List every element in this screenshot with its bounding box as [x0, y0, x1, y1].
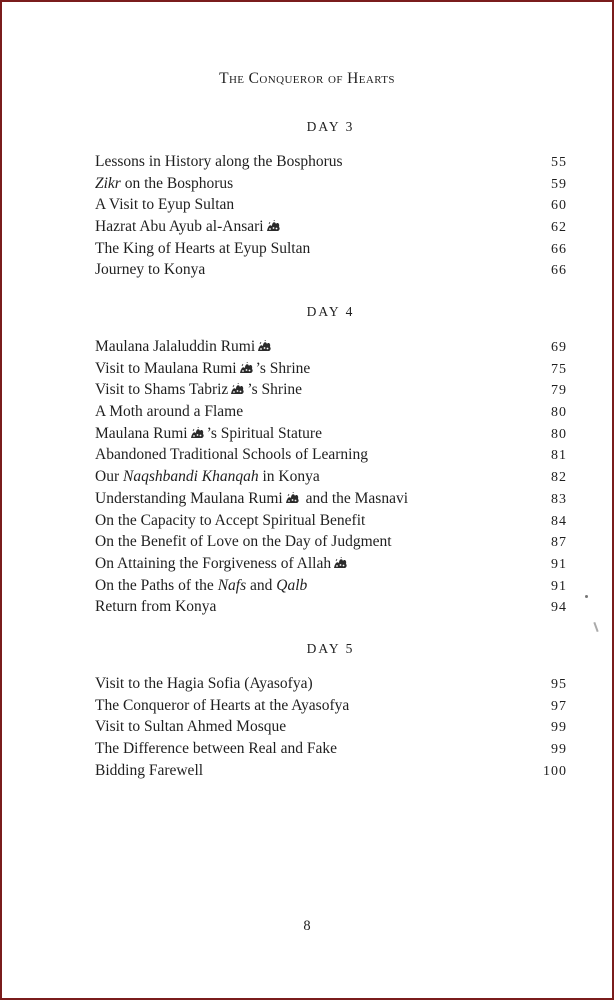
paper-speck — [585, 595, 588, 598]
toc-entry-page: 59 — [551, 176, 567, 192]
toc-entry-title — [95, 695, 349, 717]
toc-entry-text: A Visit to Eyup Sultan — [95, 196, 235, 214]
toc-entry-title — [95, 151, 343, 173]
toc-entry-page: 84 — [551, 513, 567, 529]
toc-entry[interactable] — [95, 596, 567, 618]
toc-entry-text: ’s Spiritual Stature — [206, 424, 322, 442]
toc-entry-text: The Difference between Real and Fake — [95, 740, 337, 758]
honorific-icon — [333, 554, 348, 566]
toc-entry-text: A Moth around a Flame — [95, 403, 244, 421]
toc-entry-text: Return from Konya — [95, 598, 217, 616]
day-heading-label: DAY — [306, 119, 341, 134]
toc-entry[interactable] — [95, 238, 567, 260]
toc-entry-text: Maulana Rumi — [95, 424, 188, 442]
toc-entry-title — [95, 553, 350, 575]
toc-entry-text: On the Capacity to Accept Spiritual Benefit — [95, 511, 366, 529]
toc-entry-text: in Konya — [258, 468, 320, 486]
toc-entry[interactable] — [95, 488, 567, 510]
day-heading — [92, 119, 567, 135]
toc-entry[interactable] — [95, 553, 567, 575]
day-heading — [92, 641, 567, 657]
toc-entry-text: Maulana Jalaluddin Rumi — [95, 338, 256, 355]
toc-entry-title — [95, 444, 368, 466]
toc-entry-text: On the Paths of the — [95, 576, 218, 594]
day-heading-number: 5 — [345, 641, 353, 656]
running-title: The Conqueror of Hearts — [219, 70, 395, 87]
toc-entry-title — [95, 423, 322, 445]
toc-entry-text: On Attaining the Forgiveness of Allah — [95, 554, 332, 572]
toc-entry-text: ’s Shrine — [255, 359, 311, 377]
toc-entry-title — [95, 216, 283, 238]
toc-entry[interactable] — [95, 716, 567, 738]
toc-entry-page: 55 — [551, 155, 567, 170]
toc-entry[interactable] — [95, 695, 567, 717]
toc-entry[interactable] — [95, 738, 567, 760]
toc-entry-title — [95, 401, 243, 423]
toc-entry[interactable] — [95, 575, 567, 597]
toc-entry-text: Qalb — [276, 576, 308, 594]
toc-entry-page: 83 — [551, 491, 567, 507]
toc-entry-page: 94 — [551, 600, 567, 616]
toc-entry-text: Nafs — [217, 576, 247, 594]
day-heading-number: 3 — [345, 119, 353, 134]
toc-entry-text: on the Bosphorus — [120, 174, 234, 192]
toc-entry-page: 91 — [551, 556, 567, 572]
toc-entry-text: Visit to Sultan Ahmed Mosque — [95, 718, 287, 736]
honorific-icon — [257, 337, 272, 349]
toc-entry-title — [95, 379, 302, 401]
honorific-icon — [266, 217, 281, 229]
toc-entry-page: 69 — [551, 340, 567, 355]
toc-entry-title — [95, 596, 216, 618]
toc-entry-text: Abandoned Traditional Schools of Learning — [95, 446, 368, 464]
toc-entry[interactable] — [95, 423, 567, 445]
toc-entry[interactable] — [95, 760, 567, 782]
toc-entry-text: Understanding Maulana Rumi — [95, 489, 283, 507]
toc-entry-title — [95, 673, 313, 695]
toc-entry-text: Naqshbandi Khanqah — [122, 468, 259, 486]
day-heading — [92, 304, 567, 320]
toc-entry-page: 95 — [551, 677, 567, 692]
day-heading-label: DAY — [306, 641, 341, 656]
toc-entry-title — [95, 466, 320, 488]
honorific-icon — [190, 424, 205, 436]
toc-entry-text: Visit to the Hagia Sofia (Ayasofya) — [95, 675, 313, 692]
toc-entry-title — [95, 510, 365, 532]
toc-entry-page: 62 — [551, 220, 567, 236]
paper-speck — [593, 622, 598, 632]
toc-entry-page: 81 — [551, 448, 567, 464]
toc-entry-page: 99 — [551, 720, 567, 736]
toc-entry-text: Lessons in History along the Bosphorus — [95, 153, 343, 170]
toc-entry[interactable] — [95, 531, 567, 553]
toc-entry-text: Visit to Shams Tabriz — [95, 381, 229, 399]
toc-entry-text: Hazrat Abu Ayub al-Ansari — [95, 218, 264, 236]
honorific-icon — [285, 489, 300, 501]
toc-entry-text: Bidding Farewell — [95, 761, 204, 779]
honorific-icon — [230, 380, 245, 392]
day-heading-label: DAY — [306, 304, 341, 319]
toc-entry-text: Zikr — [95, 174, 121, 192]
toc-entry-title — [95, 575, 307, 597]
toc-entry[interactable] — [95, 173, 567, 195]
toc-entry[interactable] — [95, 379, 567, 401]
toc-entry-title — [95, 336, 274, 358]
toc-entry-page: 66 — [551, 241, 567, 257]
toc-entry-page: 87 — [551, 535, 567, 551]
toc-entry-title — [95, 488, 408, 510]
toc-entry-title — [95, 358, 310, 380]
toc-entry[interactable] — [95, 336, 567, 358]
toc-entry-page: 91 — [551, 578, 567, 594]
toc-entries — [95, 673, 567, 781]
toc-entry-page: 80 — [551, 405, 567, 421]
toc-entry[interactable] — [95, 673, 567, 695]
toc-entry-text: The Conqueror of Hearts at the Ayasofya — [95, 696, 350, 714]
toc-entry-title — [95, 238, 310, 260]
toc-entry-title — [95, 194, 234, 216]
toc-entry-text: ’s Shrine — [247, 381, 303, 399]
toc-entry[interactable] — [95, 444, 567, 466]
toc-entry-page: 60 — [551, 198, 567, 214]
toc-entry[interactable] — [95, 151, 567, 173]
toc-entry-title — [95, 738, 337, 760]
toc-entry-title — [95, 716, 286, 738]
page-number: 8 — [303, 918, 311, 934]
toc-entry-title — [95, 531, 392, 553]
toc-entry[interactable] — [95, 259, 567, 281]
toc-entry-title — [95, 173, 233, 195]
toc-entry-title — [95, 760, 203, 782]
toc-entry-page: 82 — [551, 470, 567, 486]
toc-entry-page: 66 — [551, 263, 567, 279]
toc-entry[interactable] — [95, 466, 567, 488]
toc-section-day-5 — [95, 641, 567, 781]
toc-entry-text: and — [246, 576, 277, 594]
toc-entries — [95, 336, 567, 618]
toc-entry-page: 97 — [551, 698, 567, 714]
toc-entry[interactable] — [95, 194, 567, 216]
toc-entry-text: Journey to Konya — [95, 261, 206, 279]
toc-entry-text: The King of Hearts at Eyup Sultan — [95, 239, 311, 257]
toc-entry[interactable] — [95, 216, 567, 238]
toc-entry-text: Visit to Maulana Rumi — [95, 359, 237, 377]
toc-entry-page: 75 — [551, 361, 567, 377]
day-heading-number: 4 — [345, 304, 353, 319]
toc-section-day-3 — [95, 119, 567, 281]
toc-entry-page: 99 — [551, 742, 567, 758]
honorific-icon — [239, 359, 254, 371]
toc-entries — [95, 151, 567, 281]
toc-entry[interactable] — [95, 401, 567, 423]
toc-entry-text: and the Masnavi — [301, 489, 409, 507]
toc-entry[interactable] — [95, 358, 567, 380]
toc-entry-title — [95, 259, 205, 281]
toc-entry-page: 79 — [551, 383, 567, 399]
toc-entry-page: 80 — [551, 426, 567, 442]
toc-section-day-4 — [95, 304, 567, 618]
toc-entry-text: Our — [95, 468, 123, 486]
toc-entry-page: 100 — [543, 763, 567, 779]
toc-entry[interactable] — [95, 510, 567, 532]
toc-entry-text: On the Benefit of Love on the Day of Judgment — [95, 533, 392, 551]
